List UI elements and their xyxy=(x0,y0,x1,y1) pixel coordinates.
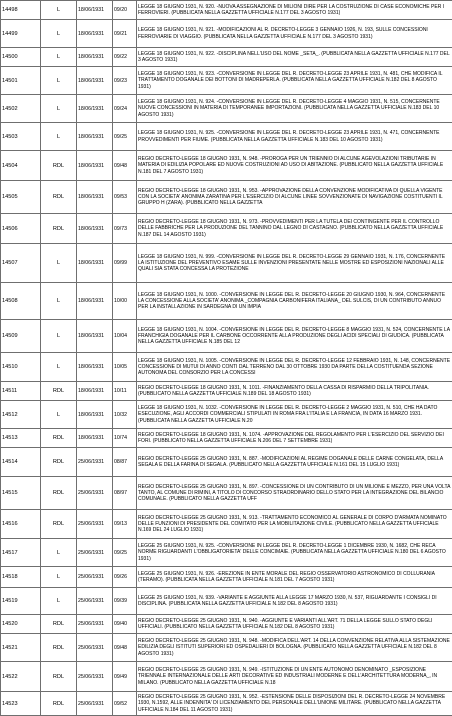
act-description: LEGGE 18 GIUGNO 1931, N. 921. -MODIFICAZIONI AL R. DECRETO-LEGGE 3 GENNAIO 1926, N. 193, SULLE CONCESSIONI FERROVIARIE DI VIAGGIO. (PUBBLICATA NELLA GAZZETTA UFFICIALE N.177 DEL 3 AGOSTO 1931) xyxy=(137,20,452,48)
act-code: 09/25 xyxy=(113,539,137,567)
act-code: 09/25 xyxy=(113,123,137,151)
act-date: 25/06/1931 xyxy=(77,567,113,588)
table-row xyxy=(1,353,452,382)
act-description: REGIO DECRETO-LEGGE 25 GIUGNO 1931, N. 940. -AGGIUNTE E VARIANTI ALL'ART. 71 DELLA LEGGE SULLO STATO DEGLI UFFICIALI. (PUBBLICATO NELLA GAZZETTA UFFICIALE N.182 DEL 8 AGOSTO 1931) xyxy=(137,615,452,634)
act-date: 25/06/1931 xyxy=(77,539,113,567)
act-code: 09/22 xyxy=(113,48,137,67)
act-description: REGIO DECRETO-LEGGE 18 GIUGNO 1931, N. 953. -APPROVAZIONE DELLA CONVENZIONE MODIFICATIVA DI QUELLA VIGENTE CON LA SOCIETA' ANONIMA ZARATINA PER L'ESERCIZIO DI ALCUNE LINEE SOVVENZIONATE DI NAVIGAZIONE COSTITUENTI IL GRUPPO H (ZARA). (PUBBLICATO NELLA GAZZETTA xyxy=(137,181,452,214)
act-date: 25/06/1931 xyxy=(77,692,113,716)
act-description: LEGGE 18 GIUGNO 1931, N. 920. -NUOVA ASSEGNAZIONE DI MILIONI DIRE PER LA COSTRUZIONE DI CASE ECONOMICHE PER I FERROVIERI. (PUBBLICATA NELLA GAZZETTA UFFICIALE N.177 DEL 3 AGOSTO 1931) xyxy=(137,1,452,20)
table-row xyxy=(1,20,452,48)
act-type: L xyxy=(41,67,77,95)
act-date: 18/06/1931 xyxy=(77,95,113,123)
act-date: 18/06/1931 xyxy=(77,244,113,283)
table-row xyxy=(1,615,452,634)
act-code: 09/39 xyxy=(113,588,137,615)
entry-number: 14498 xyxy=(1,1,41,20)
act-description: REGIO DECRETO-LEGGE 25 GIUGNO 1931, N. 897. -CONCESSIONE DI UN CONTRIBUTO DI UN MILIONE E MEZZO, PER UNA VOLTA TANTO, AL COMUNE DI RIMINI, A TITOLO DI CONCORSO STRAORDINARIO DELLO STATO PER LA INTEGRAZIONE DEL BILANCIO COMUNALE. (PUBBLICATO NELLA GAZZETTA UFF xyxy=(137,477,452,510)
act-date: 25/06/1931 xyxy=(77,662,113,692)
act-description: REGIO DECRETO-LEGGE 25 GIUGNO 1931, N. 952. -ESTENSIONE DELLE DISPOSIZIONI DEL R. DECRETO-LEGGE 24 NOVEMBRE 1930, N.1592, ALLE INDENNITA' DI LICENZIAMENTO DEL PERSONALE DELL'UNIONE MILITARE. (PUBBLICATO NELLA GAZZETTA UFFICIALE N.184 DEL 11 AGOSTO 1931) xyxy=(137,692,452,716)
act-date: 18/06/1931 xyxy=(77,382,113,401)
act-code: 09/40 xyxy=(113,615,137,634)
act-type: RDL xyxy=(41,692,77,716)
table-row xyxy=(1,320,452,353)
act-date: 18/06/1931 xyxy=(77,283,113,320)
act-description: LEGGE 18 GIUGNO 1931, N. 923. -CONVERSIONE IN LEGGE DEL R. DECRETO-LEGGE 23 APRILE 1931, N. 481, CHE MODIFICA IL TRATTAMENTO DOGANALE DEI BOTTONI DI MADREPERLA. (PUBBLICATA NELLA GAZZETTA UFFICIALE N.182 DEL 8 AGOSTO 1931) xyxy=(137,67,452,95)
entry-number: 14522 xyxy=(1,662,41,692)
entry-number: 14517 xyxy=(1,539,41,567)
act-type: RDL xyxy=(41,214,77,244)
entry-number: 14514 xyxy=(1,448,41,477)
act-type: RDL xyxy=(41,448,77,477)
table-row xyxy=(1,477,452,510)
act-date: 25/06/1931 xyxy=(77,448,113,477)
act-code: 09/24 xyxy=(113,95,137,123)
act-description: LEGGE 25 GIUGNO 1931, N. 939. -VARIANTE E AGGIUNTE ALLA LEGGE 17 MARZO 1930, N. 537, RIGUARDANTE I CONSIGLI DI DISCIPLINA. (PUBBLICATA NELLA GAZZETTA UFFICIALE N.182 DEL 8 AGOSTO 1931) xyxy=(137,588,452,615)
act-date: 18/06/1931 xyxy=(77,48,113,67)
act-date: 18/06/1931 xyxy=(77,151,113,181)
act-type: RDL xyxy=(41,634,77,662)
act-description: REGIO DECRETO-LEGGE 18 GIUGNO 1931, N. 1011. -FINANZIAMENTO DELLA CASSA DI RISPARMIO DELLA TRIPOLITANIA. (PUBBLICATO NELLA GAZZETTA UFFICIALE N.189 DEL 18 AGOSTO 1931) xyxy=(137,382,452,401)
act-code: 09/53 xyxy=(113,181,137,214)
act-description: LEGGE 18 GIUGNO 1931, N. 1004. -CONVERSIONE IN LEGGE DEL R. DECRETO-LEGGE 8 MAGGIO 1931, N. 524, CONCERNENTE LA FRANCHIGIA DOGANALE PER IL CARBONE OCCORRENTE ALLA PRODUZIONE DEGLI ACIDI SPECIALI DI GIUDICA. (PUBBLICATA NELLA GAZZETTA UFFICIALE N.185 DEL 12 xyxy=(137,320,452,353)
act-type: RDL xyxy=(41,429,77,448)
act-type: L xyxy=(41,48,77,67)
act-type: L xyxy=(41,539,77,567)
entry-number: 14518 xyxy=(1,567,41,588)
table-row xyxy=(1,539,452,567)
table-row xyxy=(1,1,452,20)
act-type: L xyxy=(41,1,77,20)
act-type: L xyxy=(41,244,77,283)
act-type: L xyxy=(41,353,77,382)
act-code: 09/52 xyxy=(113,692,137,716)
act-description: REGIO DECRETO-LEGGE 25 GIUGNO 1931, N. 913. -TRATTAMENTO ECONOMICO AL GENERALE DI CORPO D'ARMATA NOMINATO DELLE FUNZIONI DI PRESIDENTE DEL COMITATO PER LA MOBILITAZIONE CIVILE. (PUBBLICATO NELLA GAZZETTA UFFICIALE N.169 DEL 24 LUGLIO 1931) xyxy=(137,510,452,539)
entry-number: 14506 xyxy=(1,214,41,244)
act-type: L xyxy=(41,123,77,151)
act-code: 10/00 xyxy=(113,283,137,320)
act-description: LEGGE 18 GIUGNO 1931, N. 922. -DISCIPLINA NELL'USO DEL NOME _SETA_. (PUBBLICATA NELLA GAZZETTA UFFICIALE N.177 DEL 3 AGOSTO 1931) xyxy=(137,48,452,67)
table-row xyxy=(1,123,452,151)
act-code: 09/20 xyxy=(113,1,137,20)
entry-number: 14523 xyxy=(1,692,41,716)
act-code: 08/97 xyxy=(113,477,137,510)
act-date: 18/06/1931 xyxy=(77,20,113,48)
act-code: 10/05 xyxy=(113,353,137,382)
act-description: REGIO DECRETO-LEGGE 25 GIUGNO 1931, N. 949. -ISTITUZIONE DI UN ENTE AUTONOMO DENOMINATO _ESPOSIZIONE TRIENNALE INTERNAZIONALE DELLE ARTI DECORATIVE ED INDUSTRIALI MODERNE E DELL'ARCHITETTURA MODERNA_, IN MILANO. (PUBBLICATO NELLA GAZZETTA UFFICIALE N.18 xyxy=(137,662,452,692)
act-description: REGIO DECRETO-LEGGE 18 GIUGNO 1931, N. 973. -PROVVEDIMENTI PER LA TUTELA DEI CONTINGENTE PER IL CONTROLLO DELLE FABBRICHE PER LA PRODUZIONE DEL TANNINO DAL LEGNO DI CASTAGNO. (PUBBLICATO NELLA GAZZETTA UFFICIALE N.187 DEL 14 AGOSTO 1931) xyxy=(137,214,452,244)
entry-number: 14516 xyxy=(1,510,41,539)
act-date: 25/06/1931 xyxy=(77,634,113,662)
act-type: L xyxy=(41,20,77,48)
act-date: 18/06/1931 xyxy=(77,1,113,20)
act-code: 10/32 xyxy=(113,401,137,429)
act-description: LEGGE 18 GIUGNO 1931, N. 925. -CONVERSIONE IN LEGGE DEL R. DECRETO-LEGGE 23 APRILE 1931, N. 471, CONCERNENTE PROVVEDIMENTI PER FIUME. (PUBBLICATA NELLA GAZZETTA UFFICIALE N.183 DEL 10 AGOSTO 1931) xyxy=(137,123,452,151)
table-row xyxy=(1,181,452,214)
act-description: LEGGE 18 GIUGNO 1931, N. 999. -CONVERSIONE IN LEGGE DEL R. DECRETO-LEGGE 29 GENNAIO 1931, N. 176, CONCERNENTE LA ISTITUZIONE DEL PREVENTIVO ESAME SULLE INVENZIONI PRESENTATE NELLE MOSTRE ED ESPOSIZIONI NAZIONALI ALLE QUALI SIA STATA CONCESSA LA PROTEZIONE xyxy=(137,244,452,283)
act-type: RDL xyxy=(41,151,77,181)
act-type: L xyxy=(41,320,77,353)
act-type: RDL xyxy=(41,615,77,634)
table-row xyxy=(1,567,452,588)
act-description: LEGGE 25 GIUGNO 1931, N. 925. -CONVERSIONE IN LEGGE DEL R. DECRETO-LEGGE 1 DICEMBRE 1930, N. 1682, CHE RECA NORME RIGUARDANTI L'OBBLIGATORIETA' DELLE CONCIMAIE. (PUBBLICATA NELLA GAZZETTA UFFICIALE N.180 DEL 6 AGOSTO 1931) xyxy=(137,539,452,567)
act-code: 09/49 xyxy=(113,662,137,692)
act-description: LEGGE 18 GIUGNO 1931, N. 1032. -CONVERSIONE IN LEGGE DEL R. DECRETO-LEGGE 2 MAGGIO 1931, N. 510, CHE HA DATO ESECUZIONE, AGLI ACCORDI COMMERCIALI STIPULATI IN ROMA FRA L'ITALIA E LA FRANCIA, IN DATA 16 MARZO 1931. (PUBBLICATA NELLA GAZZETTA UFFICIALE N.20 xyxy=(137,401,452,429)
act-date: 18/06/1931 xyxy=(77,67,113,95)
act-description: LEGGE 18 GIUGNO 1931, N. 924. -CONVERSIONE IN LEGGE DEL R. DECRETO-LEGGE 4 MAGGIO 1931, N. 515, CONCERNENTE NUOVE CONCESSIONI IN MATERIA DI TEMPORANEE IMPORTAZIONI. (PUBBLICATA NELLA GAZZETTA UFFICIALE N.183 DEL 10 AGOSTO 1931) xyxy=(137,95,452,123)
act-type: RDL xyxy=(41,662,77,692)
act-description: REGIO DECRETO-LEGGE 25 GIUGNO 1931, N. 948. -MODIFICA DELL'ART. 14 DELLA CONVENZIONE RELATIVA ALLA SISTEMAZIONE EDILIZIA DEGLI ISTITUTI SUPERIORI ED OSPEDALIERI DI BOLOGNA. (PUBBLICATO NELLA GAZZETTA UFFICIALE N.182 DEL 8 AGOSTO 1931) xyxy=(137,634,452,662)
table-row xyxy=(1,151,452,181)
act-code: 09/48 xyxy=(113,634,137,662)
act-type: L xyxy=(41,283,77,320)
entry-number: 14503 xyxy=(1,123,41,151)
table-row xyxy=(1,662,452,692)
act-type: RDL xyxy=(41,477,77,510)
act-date: 18/06/1931 xyxy=(77,214,113,244)
registry-table-body xyxy=(1,1,452,716)
act-date: 18/06/1931 xyxy=(77,401,113,429)
table-row xyxy=(1,48,452,67)
act-description: LEGGE 25 GIUGNO 1931, N. 926. -EREZIONE IN ENTE MORALE DEL REGIO OSSERVATORIO ASTRONOMICO DI COLLURANIA (TERAMO). (PUBBLICATA NELLA GAZZETTA UFFICIALE N.181 DEL 7 AGOSTO 1931) xyxy=(137,567,452,588)
act-description: LEGGE 18 GIUGNO 1931, N. 1005. -CONVERSIONE IN LEGGE DEL R. DECRETO-LEGGE 12 FEBBRAIO 1931, N. 148, CONCERNENTE CONCESSIONE DI MUTUI DI ANNO CONTI DAL TERRENO DAL 30 OTTOBRE 1930 DA PARTE DELLA COSTITUENDA SEZIONE AUTONOMA DEL CONSORZIO PER LA CONCESSI xyxy=(137,353,452,382)
table-row xyxy=(1,214,452,244)
act-description: REGIO DECRETO-LEGGE 25 GIUGNO 1931, N. 887. -MODIFICAZIONI AL REGIME DOGANALE DELLE CARNE CONGELATA, DELLA SEGALA E DELLA FARINA DI SEGALA. (PUBBLICATO NELLA GAZZETTA UFFICIALE N.161 DEL 15 LUGLIO 1931) xyxy=(137,448,452,477)
act-date: 25/06/1931 xyxy=(77,588,113,615)
act-date: 18/06/1931 xyxy=(77,181,113,214)
entry-number: 14509 xyxy=(1,320,41,353)
table-row xyxy=(1,692,452,716)
act-date: 18/06/1931 xyxy=(77,353,113,382)
entry-number: 14505 xyxy=(1,181,41,214)
entry-number: 14501 xyxy=(1,67,41,95)
table-row xyxy=(1,283,452,320)
act-code: 08/87 xyxy=(113,448,137,477)
act-date: 25/06/1931 xyxy=(77,477,113,510)
entry-number: 14507 xyxy=(1,244,41,283)
act-date: 25/06/1931 xyxy=(77,615,113,634)
entry-number: 14499 xyxy=(1,20,41,48)
act-code: 09/13 xyxy=(113,510,137,539)
table-row xyxy=(1,244,452,283)
entry-number: 14508 xyxy=(1,283,41,320)
act-code: 10/04 xyxy=(113,320,137,353)
act-type: L xyxy=(41,588,77,615)
act-type: RDL xyxy=(41,382,77,401)
entry-number: 14515 xyxy=(1,477,41,510)
entry-number: 14510 xyxy=(1,353,41,382)
act-date: 25/06/1931 xyxy=(77,510,113,539)
table-row xyxy=(1,382,452,401)
act-description: LEGGE 18 GIUGNO 1931, N. 1000. -CONVERSIONE IN LEGGE DEL R. DECRETO-LEGGE 20 GIUGNO 1930, N. 964, CONCERNENTE LA CONCESSIONE ALLA SOCIETA' ANONIMA _COMPAGNIA CARBONIFERA ITALIANA_ DEL SULCIS, DI UN CONTRIBUTO ANNUO PER LA INSTALLAZIONE IN SARDEGNA DI UN IMPIA xyxy=(137,283,452,320)
act-code: 09/48 xyxy=(113,151,137,181)
act-code: 10/11 xyxy=(113,382,137,401)
table-row xyxy=(1,510,452,539)
act-type: L xyxy=(41,401,77,429)
table-row xyxy=(1,67,452,95)
entry-number: 14504 xyxy=(1,151,41,181)
act-code: 09/99 xyxy=(113,244,137,283)
act-type: RDL xyxy=(41,510,77,539)
act-type: RDL xyxy=(41,181,77,214)
table-row xyxy=(1,429,452,448)
table-row xyxy=(1,588,452,615)
table-row xyxy=(1,401,452,429)
act-code: 10/74 xyxy=(113,429,137,448)
entry-number: 14513 xyxy=(1,429,41,448)
entry-number: 14521 xyxy=(1,634,41,662)
act-code: 09/23 xyxy=(113,67,137,95)
act-code: 09/26 xyxy=(113,567,137,588)
act-code: 09/73 xyxy=(113,214,137,244)
table-row xyxy=(1,634,452,662)
act-date: 18/06/1931 xyxy=(77,123,113,151)
entry-number: 14502 xyxy=(1,95,41,123)
act-date: 18/06/1931 xyxy=(77,320,113,353)
act-type: L xyxy=(41,567,77,588)
act-type: L xyxy=(41,95,77,123)
entry-number: 14512 xyxy=(1,401,41,429)
act-date: 18/06/1931 xyxy=(77,429,113,448)
entry-number: 14511 xyxy=(1,382,41,401)
act-description: REGIO DECRETO-LEGGE 18 GIUGNO 1931, N. 1074. -APPROVAZIONE DEL REGOLAMENTO PER L'ESERCIZIO DEL SERVIZIO DEI FORI. (PUBBLICATO NELLA GAZZETTA UFFICIALE N.206 DEL 7 SETTEMBRE 1931) xyxy=(137,429,452,448)
act-code: 09/21 xyxy=(113,20,137,48)
entry-number: 14500 xyxy=(1,48,41,67)
entry-number: 14519 xyxy=(1,588,41,615)
entry-number: 14520 xyxy=(1,615,41,634)
act-description: REGIO DECRETO-LEGGE 18 GIUGNO 1931, N. 948. -PROROGA PER UN TRIENNIO DI ALCUNE AGEVOLAZIONI TRIBUTARIE IN MATERIA DI EDILIZIA POPOLARE ED NUOVE COSTRUZIONI AD USO DI ABITAZIONE. (PUBBLICATO NELLA GAZZETTA UFFICIALE N.181 DEL 7 AGOSTO 1931) xyxy=(137,151,452,181)
table-row xyxy=(1,448,452,477)
table-row xyxy=(1,95,452,123)
